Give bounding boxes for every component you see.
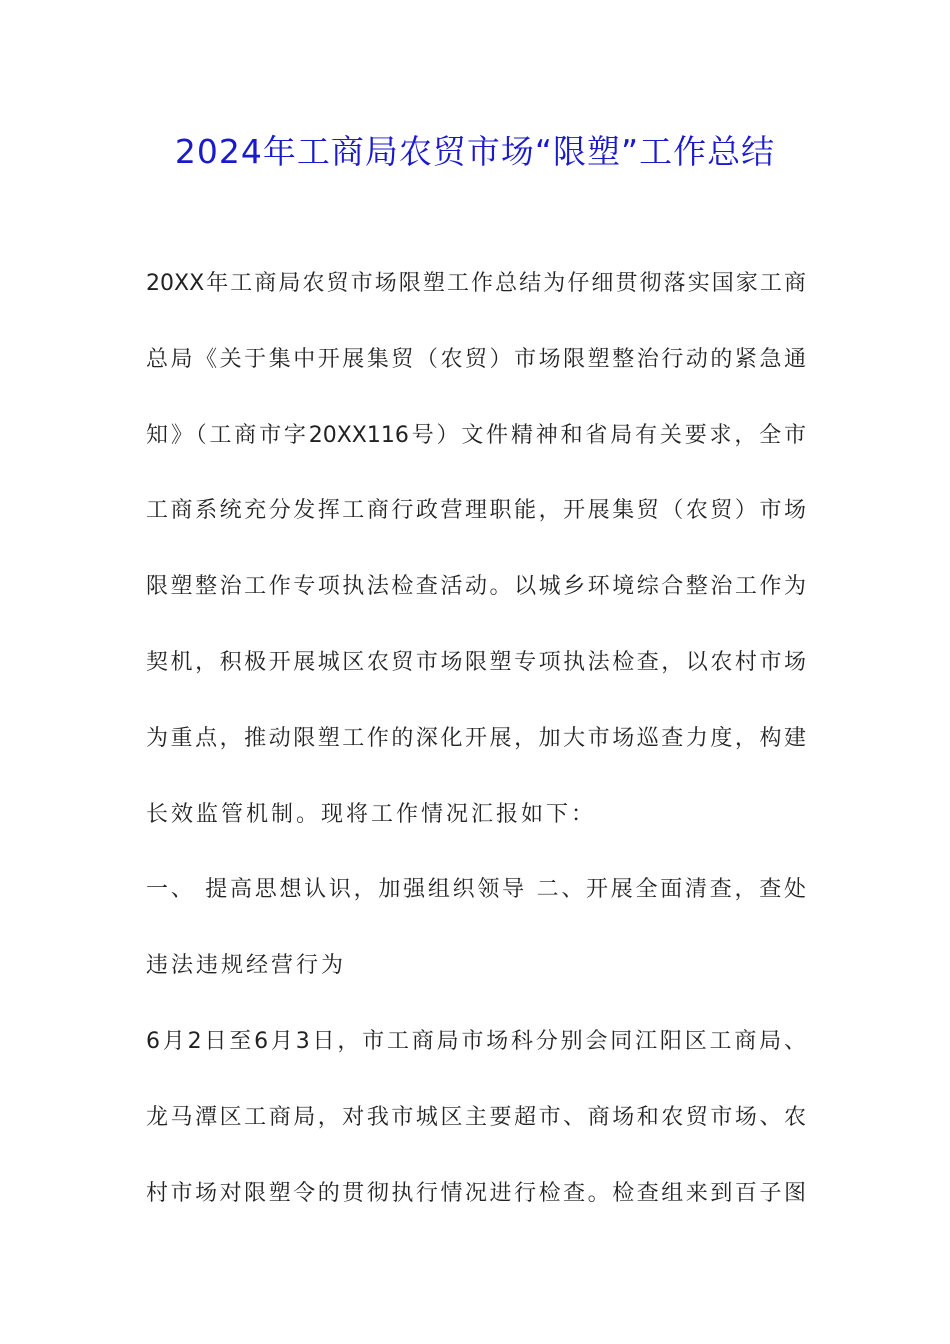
section-heading-continuation: 违法违规经营行为 (146, 953, 347, 979)
body-line-4: 工商系统充分发挥工商行政营理职能，开展集贸（农贸）市场 (146, 498, 806, 524)
body-line-2: 总局《关于集中开展集贸（农贸）市场限塑整治行动的紧急通 (146, 346, 806, 372)
document-title: 2024年工商局农贸市场“限塑”工作总结 (174, 132, 776, 171)
body-line-5: 限塑整治工作专项执法检查活动。以城乡环境综合整治工作为 (146, 574, 806, 600)
body-line-13: 村市场对限塑令的贯彻执行情况进行检查。检查组来到百子图 (146, 1180, 806, 1206)
body-line-11: 6月2日至6月3日，市工商局市场科分别会同江阳区工商局、 (146, 1028, 806, 1054)
body-line-3: 知》（工商市字20XX116号）文件精神和省局有关要求，全市 (146, 422, 806, 448)
section-heading-line: 一、 提高思想认识，加强组织领导 二、开展全面清查，查处 (146, 877, 806, 903)
body-line-8: 长效监管机制。现将工作情况汇报如下： (146, 801, 597, 827)
document-body (146, 262, 806, 1247)
body-line-7: 为重点，推动限塑工作的深化开展，加大市场巡查力度，构建 (146, 725, 806, 751)
body-line-1: 20XX年工商局农贸市场限塑工作总结为仔细贯彻落实国家工商 (146, 271, 806, 296)
body-line-12: 龙马潭区工商局，对我市城区主要超市、商场和农贸市场、农 (146, 1104, 806, 1130)
body-line-6: 契机，积极开展城区农贸市场限塑专项执法检查，以农村市场 (146, 649, 806, 675)
